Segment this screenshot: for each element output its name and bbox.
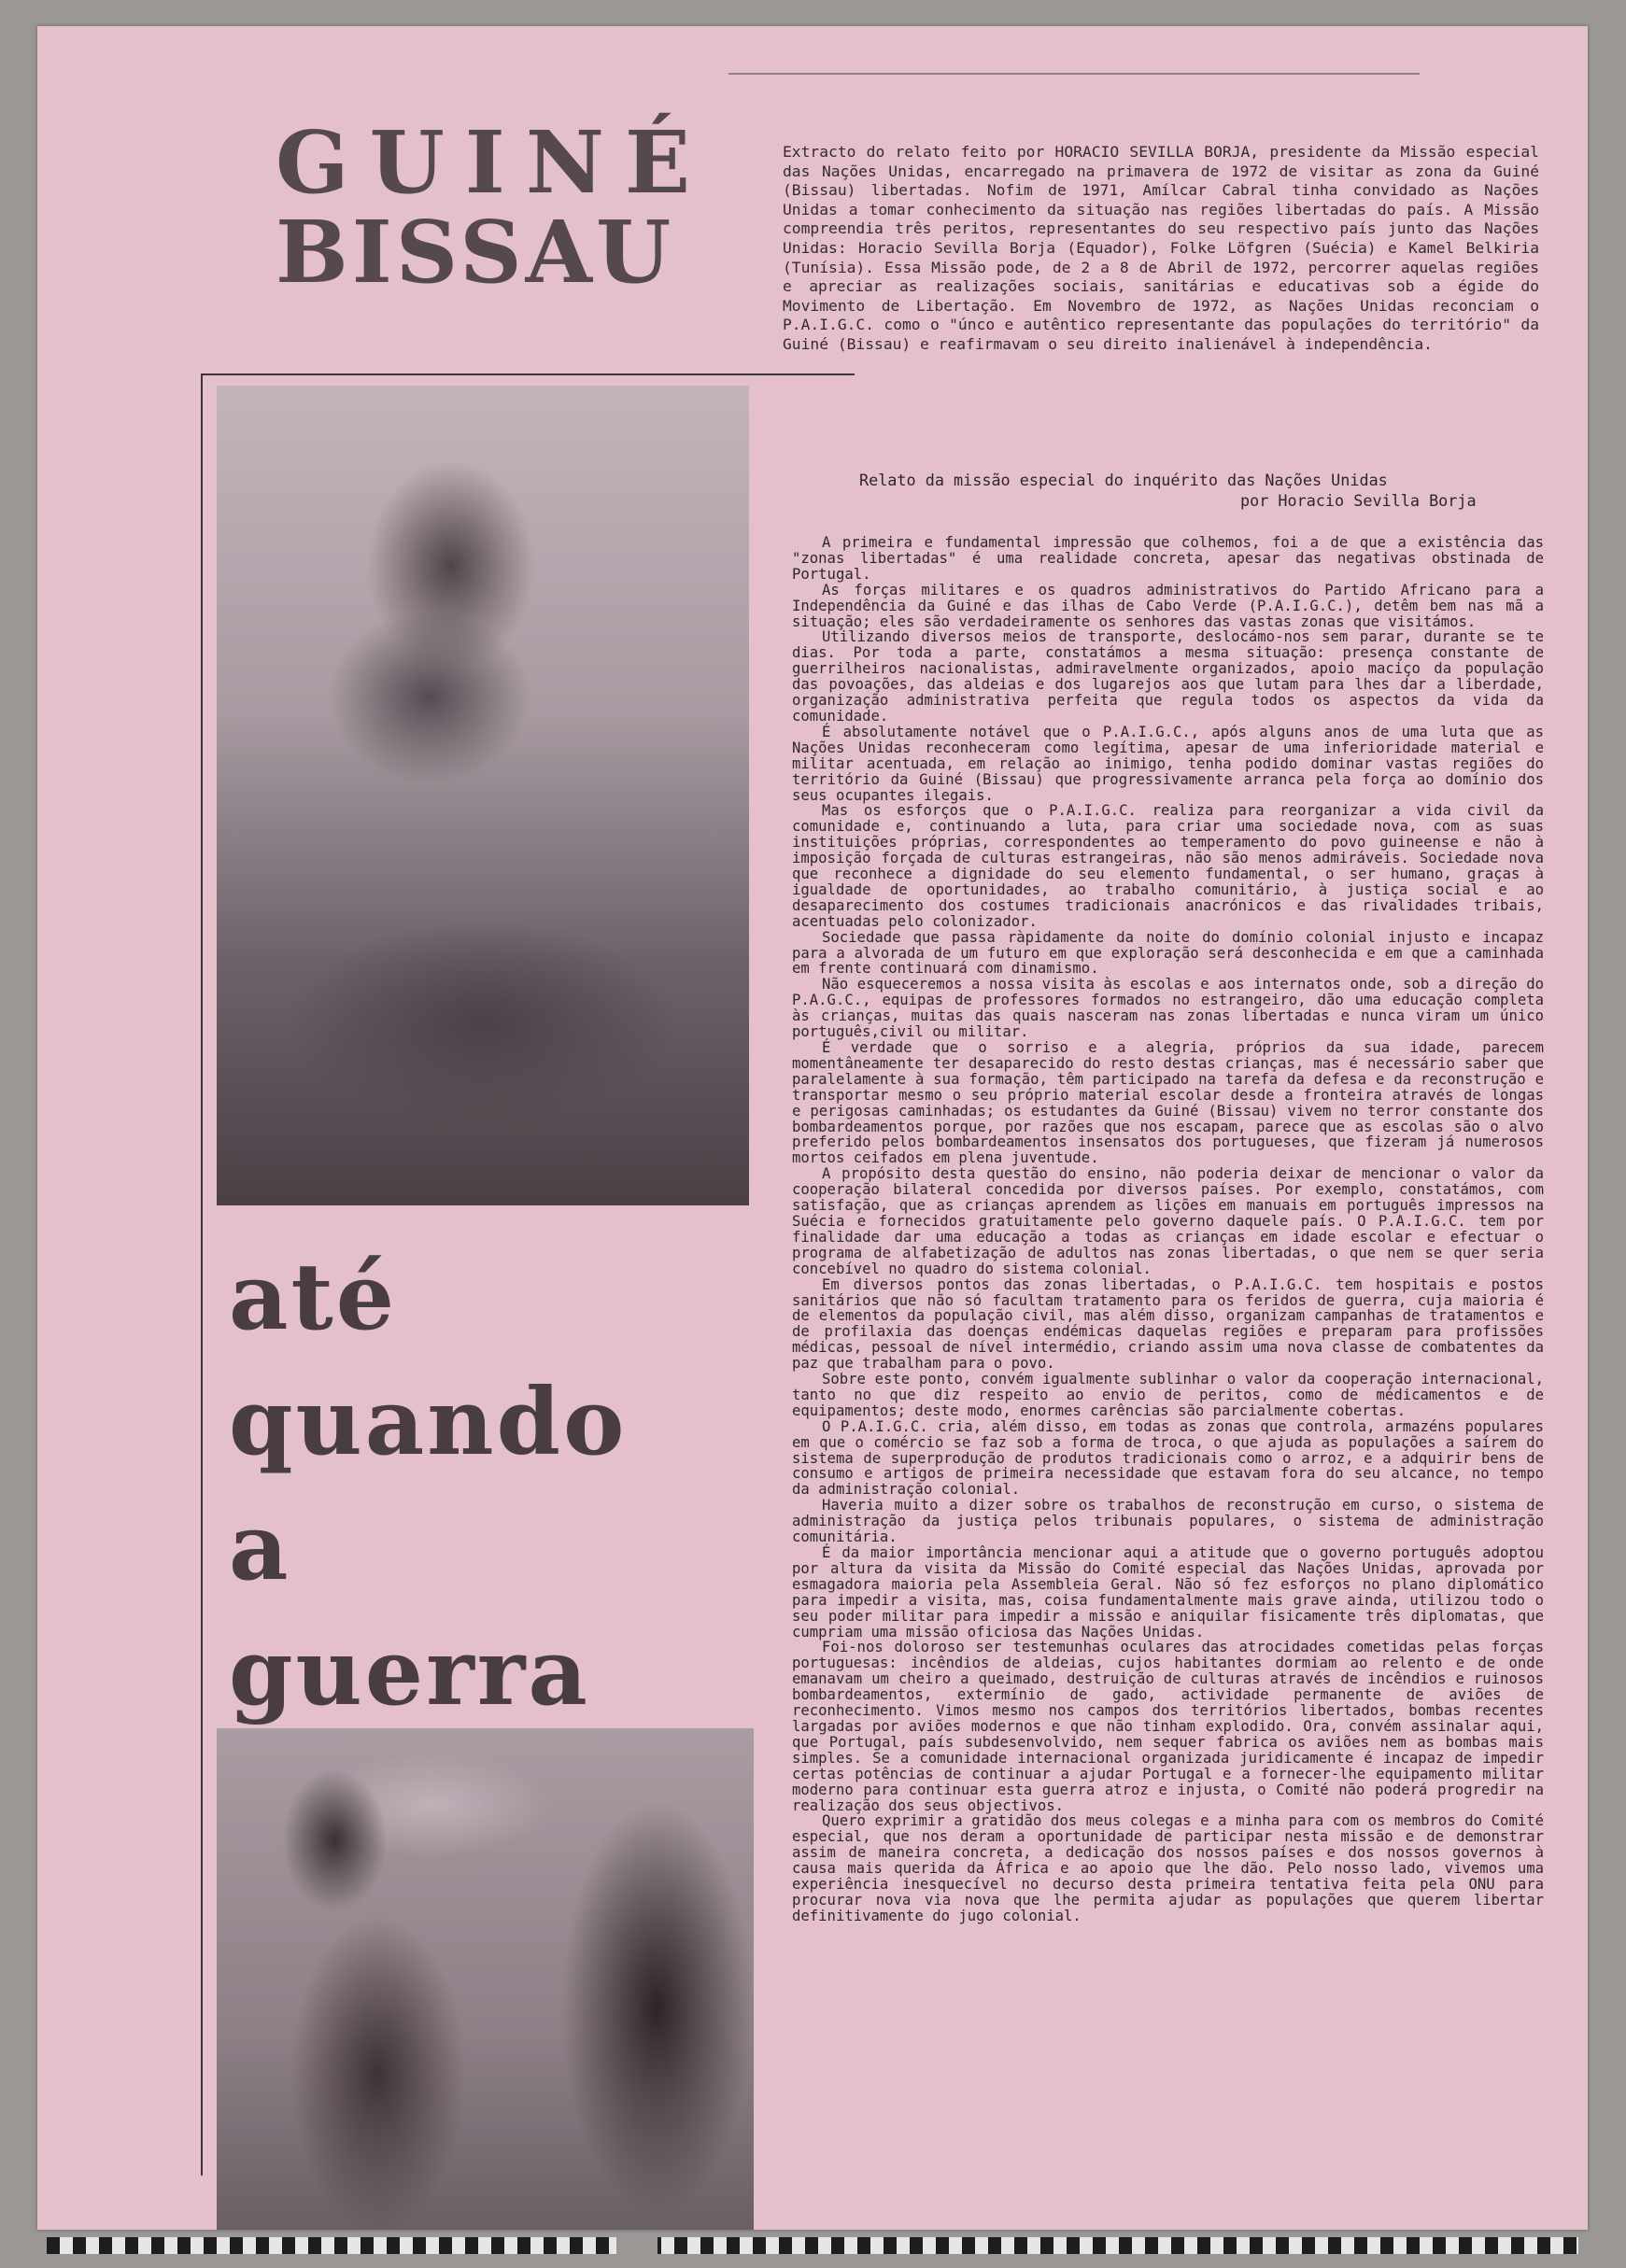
slogan-line-4: guerra — [229, 1619, 590, 1726]
report-paragraph-8: É verdade que o sorriso e a alegria, próprios da sua idade, parecem momentâneamente ter desaparecido do resto destas crianças, mas é necessário saber que paralelamente à sua formação, têm participado na tarefa da defesa e da reconstrução e transportar mesmo o seu próprio material escolar desde a fronteira através de longas e perigosas caminhadas; os estudantes da Guiné (Bissau) vivem no terror constante dos bombardeamentos porque, por razões que nos escapam, parece que as escolas são o alvo preferido pelos bombardeamentos insensatos dos portugueses, que fizeram já numerosos mortos ceifados em plena juventude. — [792, 1039, 1544, 1167]
report-paragraph-6: Sociedade que passa ràpidamente da noite do domínio colonial injusto e incapaz para a alvorada de um futuro em que exploração será desconhecida e em que a caminhada em frente continuará com dinamismo. — [792, 928, 1544, 978]
report-paragraph-11: Sobre este ponto, convém igualmente sublinhar o valor da cooperação internacional, tanto no que diz respeito ao envio de peritos, como de médicamentos e de equipamentos; deste modo, enormes carências são parcialmente cobertas. — [792, 1371, 1544, 1419]
report-heading: Relato da missão especial do inquérito das Nações Unidas — [859, 471, 1388, 489]
slogan-headline — [229, 1235, 808, 1736]
title-bissau: BISSAU — [276, 202, 675, 303]
report-paragraph-15: Foi-nos doloroso ser testemunhas oculares das atrocidades cometidas pelas forças portuguesas: incêndios de aldeias, cujos habitantes dormiam ao relento e de onde emanavam um cheiro a queimado, destruição de culturas através de incêndios e ruinosos bombardeamentos, extermínio de gado, actividade permanente de aviões de reconhecimento. Vimos mesmo nos campos dos territórios libertados, bombas recentes largadas por aviões modernos e que não tinham explodido. Ora, convém assinalar aqui, que Portugal, país subdesenvolvido, nem sequer fabrica os aviões nem as bombas mais simples. Se a comunidade internacional organizada juridicamente é incapaz de impedir certas potências de continuar a ajudar Portugal e a fornecer-lhe equipamento militar moderno para continuar esta guerra atroz e injusta, o Comité não poderá progredir na realização dos seus objectivos. — [792, 1639, 1544, 1814]
report-paragraph-12: O P.A.I.G.C. cria, além disso, em todas as zonas que controla, armazéns populares em que o comércio se faz sob a forma de troca, o que ajuda as populações a saírem do sistema de superprodução de produtos tradicionais como o arroz, e a adquirir bens de consumo e artigos de primeira necessidade que estavam fora do seu alcance, no tempo da administração colonial. — [792, 1417, 1544, 1499]
color-scale-bar — [47, 2237, 1578, 2254]
frame-rule-top — [201, 373, 855, 375]
slogan-line-1: até — [229, 1244, 398, 1351]
report-paragraph-1: A primeira e fundamental impressão que colhemos, foi a de que a existência das "zonas libertadas" é uma realidade concreta, apesar das negativas obstinada de Portugal. — [792, 534, 1544, 583]
slogan-line-3: a — [229, 1494, 291, 1601]
title-guine: GUINÉ — [276, 112, 712, 213]
document-page — [37, 26, 1588, 2230]
report-paragraph-7: Não esqueceremos a nossa visita às escolas e aos internatos onde, sob a direção do P.A.G.C., equipas de professores formados no estrangeiro, dão uma educação completa às crianças, muitas das quais nasceram nas zonas libertadas e nunca viram um único português,civil ou militar. — [792, 976, 1544, 1041]
scale-gap — [616, 2233, 657, 2258]
report-paragraph-13: Haveria muito a dizer sobre os trabalhos de reconstrução em curso, o sistema de administração da justiça pelos tribunais populares, o sistema de administração comunitária. — [792, 1497, 1544, 1546]
report-paragraph-3: Utilizando diversos meios de transporte, deslocámo-nos sem parar, durante se te dias. Por toda a parte, constatámos a mesma situação: presença constante de guerrilheiros nacionalistas, admiravelmente organizados, apoio maciço da população das povoações, das aldeias e dos lugarejos aos que lutam para lhes dar a liberdade, organização administrativa perfeita que regula todos os aspectos da vida da comunidade. — [792, 628, 1544, 725]
report-byline: por Horacio Sevilla Borja — [1240, 491, 1477, 510]
report-article — [792, 470, 1544, 1924]
masthead-title — [276, 112, 742, 303]
report-paragraph-5: Mas os esforços que o P.A.I.G.C. realiza para reorganizar a vida civil da comunidade e, continuando a luta, para criar uma sociedade nova, com as suas instituições próprias, correspondentes ao temperamento do povo guineense e não à imposição forçada de culturas estrangeiras, não são menos admiráveis. Sociedade nova que reconhece a dignidade do seu elemento fundamental, o ser humano, graças à igualdade de oportunidades, ao trabalho comunitário, à justiça social e ao desaparecimento dos costumes tradicionais anacrónicos e das rivalidades tribais, acentuadas pelo colonizador. — [792, 802, 1544, 930]
report-paragraph-14: É da maior importância mencionar aqui a atitude que o governo português adoptou por altura da visita da Missão do Comité especial das Nações Unidas, aprovada por esmagadora maioria pela Assembleia Geral. Não só fez esforços no plano diplomático para impedir a visita, mas, coisa fundamentalmente mais grave ainda, utilizou todo o seu poder militar para impedir a missão e aniquilar fisicamente três diplomatas, que cumpriam uma missão oficiosa das Nações Unidas. — [792, 1544, 1544, 1641]
top-rule — [728, 73, 1420, 75]
report-paragraph-4: É absolutamente notável que o P.A.I.G.C., após alguns anos de uma luta que as Nações Unidas reconheceram como legítima, apesar de uma inferioridade material e militar acentuada, em relação ao inimigo, tenha podido dominar vastas regiões do território da Guiné (Bissau) que progressivamente arranca pela força ao domínio dos seus ocupantes ilegais. — [792, 723, 1544, 804]
photo-people — [217, 1728, 754, 2230]
intro-paragraph: Extracto do relato feito por HORACIO SEVILLA BORJA, presidente da Missão especial das Nações Unidas, encarregado na primavera de 1972 de visitar as zona da Guiné (Bissau) libertadas. Nofim de 1971, Amílcar Cabral tinha convidado as Nações Unidas a tomar conhecimento da situação nas regiões libertadas do país. A Missão compreendia três peritos, representantes do seu respectivo país junto das Nações Unidas: Horacio Sevilla Borja (Equador), Folke Löfgren (Suécia) e Kamel Belkiria (Tunísia). Essa Missão pode, de 2 a 8 de Abril de 1972, percorrer aquelas regiões e apreciar as realizações sociais, sanitárias e educativas sob a égide do Movimento de Libertação. Em Novembro de 1972, as Nações Unidas reconciam o P.A.I.G.C. como o "únco e autêntico representante das populações do território" da Guiné (Bissau) e reafirmavam o seu direito inalienável à independência. — [783, 143, 1539, 353]
report-paragraph-2: As forças militares e os quadros administrativos do Partido Africano para a Independência da Guiné e das ilhas de Cabo Verde (P.A.I.G.C.), detêm bem nas mã a situação; eles são verdadeiramente os senhores das vastas zonas que visitámos. — [792, 581, 1544, 630]
photo-landscape — [217, 386, 749, 1205]
report-paragraph-10: Em diversos pontos das zonas libertadas, o P.A.I.G.C. tem hospitais e postos sanitários que não só facultam tratamento para os feridos de guerra, cuja maioria é de elementos da população civil, mas além disso, organizam campanhas de tratamentos e de profilaxia das doenças endémicas daquelas regiões e preparam para profissões médicas, pessoal de nível intermédio, criando assim uma nova classe de combatentes da paz que trabalham para o povo. — [792, 1275, 1544, 1373]
slogan-line-2: quando — [229, 1369, 628, 1476]
report-paragraph-16: Quero exprimir a gratidão dos meus colegas e a minha para com os membros do Comité especial, que nos deram a oportunidade de participar nesta missão e de demonstrar assim de maneira concreta, a dedicação dos nossos países e dos nossos governos à causa mais querida da África e ao apoio que lhe dão. Pelo nosso lado, vivemos uma experiência inesquecível no decurso desta primeira tentativa feita pela ONU para procurar nova via nova que lhe permita ajudar as populações que querem libertar definitivamente do jugo colonial. — [792, 1812, 1544, 1924]
frame-rule-left — [201, 373, 203, 2176]
report-paragraph-9: A propósito desta questão do ensino, não poderia deixar de mencionar o valor da cooperação bilateral concedida por diversos países. Por exemplo, constatámos, com satisfação, que as crianças aprendem as lições em manuais em português impressos na Suécia e fornecidos gratuitamente pelo governo daquele país. O P.A.I.G.C. tem por finalidade dar uma educação a todas as crianças em idade escolar e efectuar o programa de alfabetização de adultos nas zonas libertadas, o que nem se quer seria concebível no quadro do sistema colonial. — [792, 1165, 1544, 1277]
